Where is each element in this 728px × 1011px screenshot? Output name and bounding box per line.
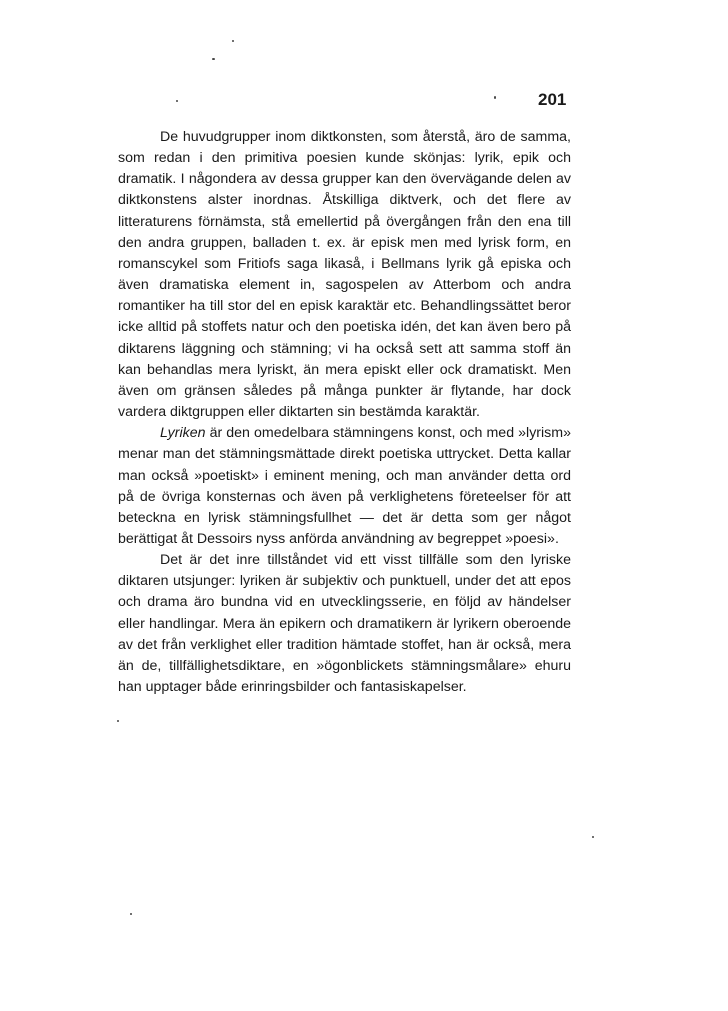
scan-speck: [130, 913, 132, 915]
scan-speck: [232, 40, 234, 42]
scan-speck: [117, 720, 119, 722]
paragraph-2: [118, 423, 571, 550]
paragraph-2-text: är den omedelbara stämningens konst, och med »lyrism» menar man det stämningsmättade direkt poetiska uttrycket. Detta kallar man också »poetiskt» i eminent mening, och man använder detta ord på de övriga konsternas och även på verklighetens företeelser för att beteckna en lyrisk stämningsfullhet — det är detta som ger något berättigat åt Dessoirs nyss anförda användning av begreppet »poesi».: [118, 425, 571, 547]
paragraph-2-lead: Lyriken: [160, 425, 206, 442]
scan-speck: [212, 58, 215, 60]
scan-speck: [494, 96, 496, 99]
scan-speck: [592, 836, 594, 838]
paragraph-3: [118, 550, 571, 698]
paragraph-1: [118, 127, 571, 423]
body-text: [118, 127, 571, 698]
paragraph-3-text: Det är det inre tillståndet vid ett visst tillfälle som den lyriske diktaren utsjunger: lyriken är subjektiv och punktuell, under det att epos och drama äro bundna vid en utvecklingsserie, en följd av händelser eller handlingar. Mera än epikern och dramatikern är lyrikern oberoende av det från verklighet eller tradition hämtade stoffet, han är också, mera än de, tillfällighetsdiktare, en »ögonblickets stämningsmålare» ehuru han upptager både erinringsbilder och fantasiskapelser.: [118, 552, 571, 696]
page-number: 201: [538, 90, 567, 109]
paragraph-1-text: De huvudgrupper inom diktkonsten, som återstå, äro de samma, som redan i den primitiva poesien kunde skönjas: lyrik, epik och dramatik. I någondera av dessa grupper kan den övervägande delen av diktkonstens alster inordnas. Åtskilliga diktverk, och det flere av litteraturens förnämsta, stå emellertid på övergången från den ena till den andra gruppen, balladen t. ex. är episk men med lyrisk form, en romanscykel som Fritiofs saga likaså, i Bellmans lyrik gå episka och även dramatiska element in, sagospelen av Atterbom och andra romantiker ha till stor del en episk karaktär etc. Behandlingssättet beror icke alltid på stoffets natur och den poetiska idén, det kan även bero på diktarens läggning och stämning; vi ha också sett att samma stoff än kan behandlas mera lyriskt, än mera episkt eller ock dramatiskt. Men även om gränsen således på många punkter är flytande, har dock vardera diktgruppen eller diktarten sin bestämda karaktär.: [118, 129, 571, 421]
scan-speck: [176, 100, 178, 102]
